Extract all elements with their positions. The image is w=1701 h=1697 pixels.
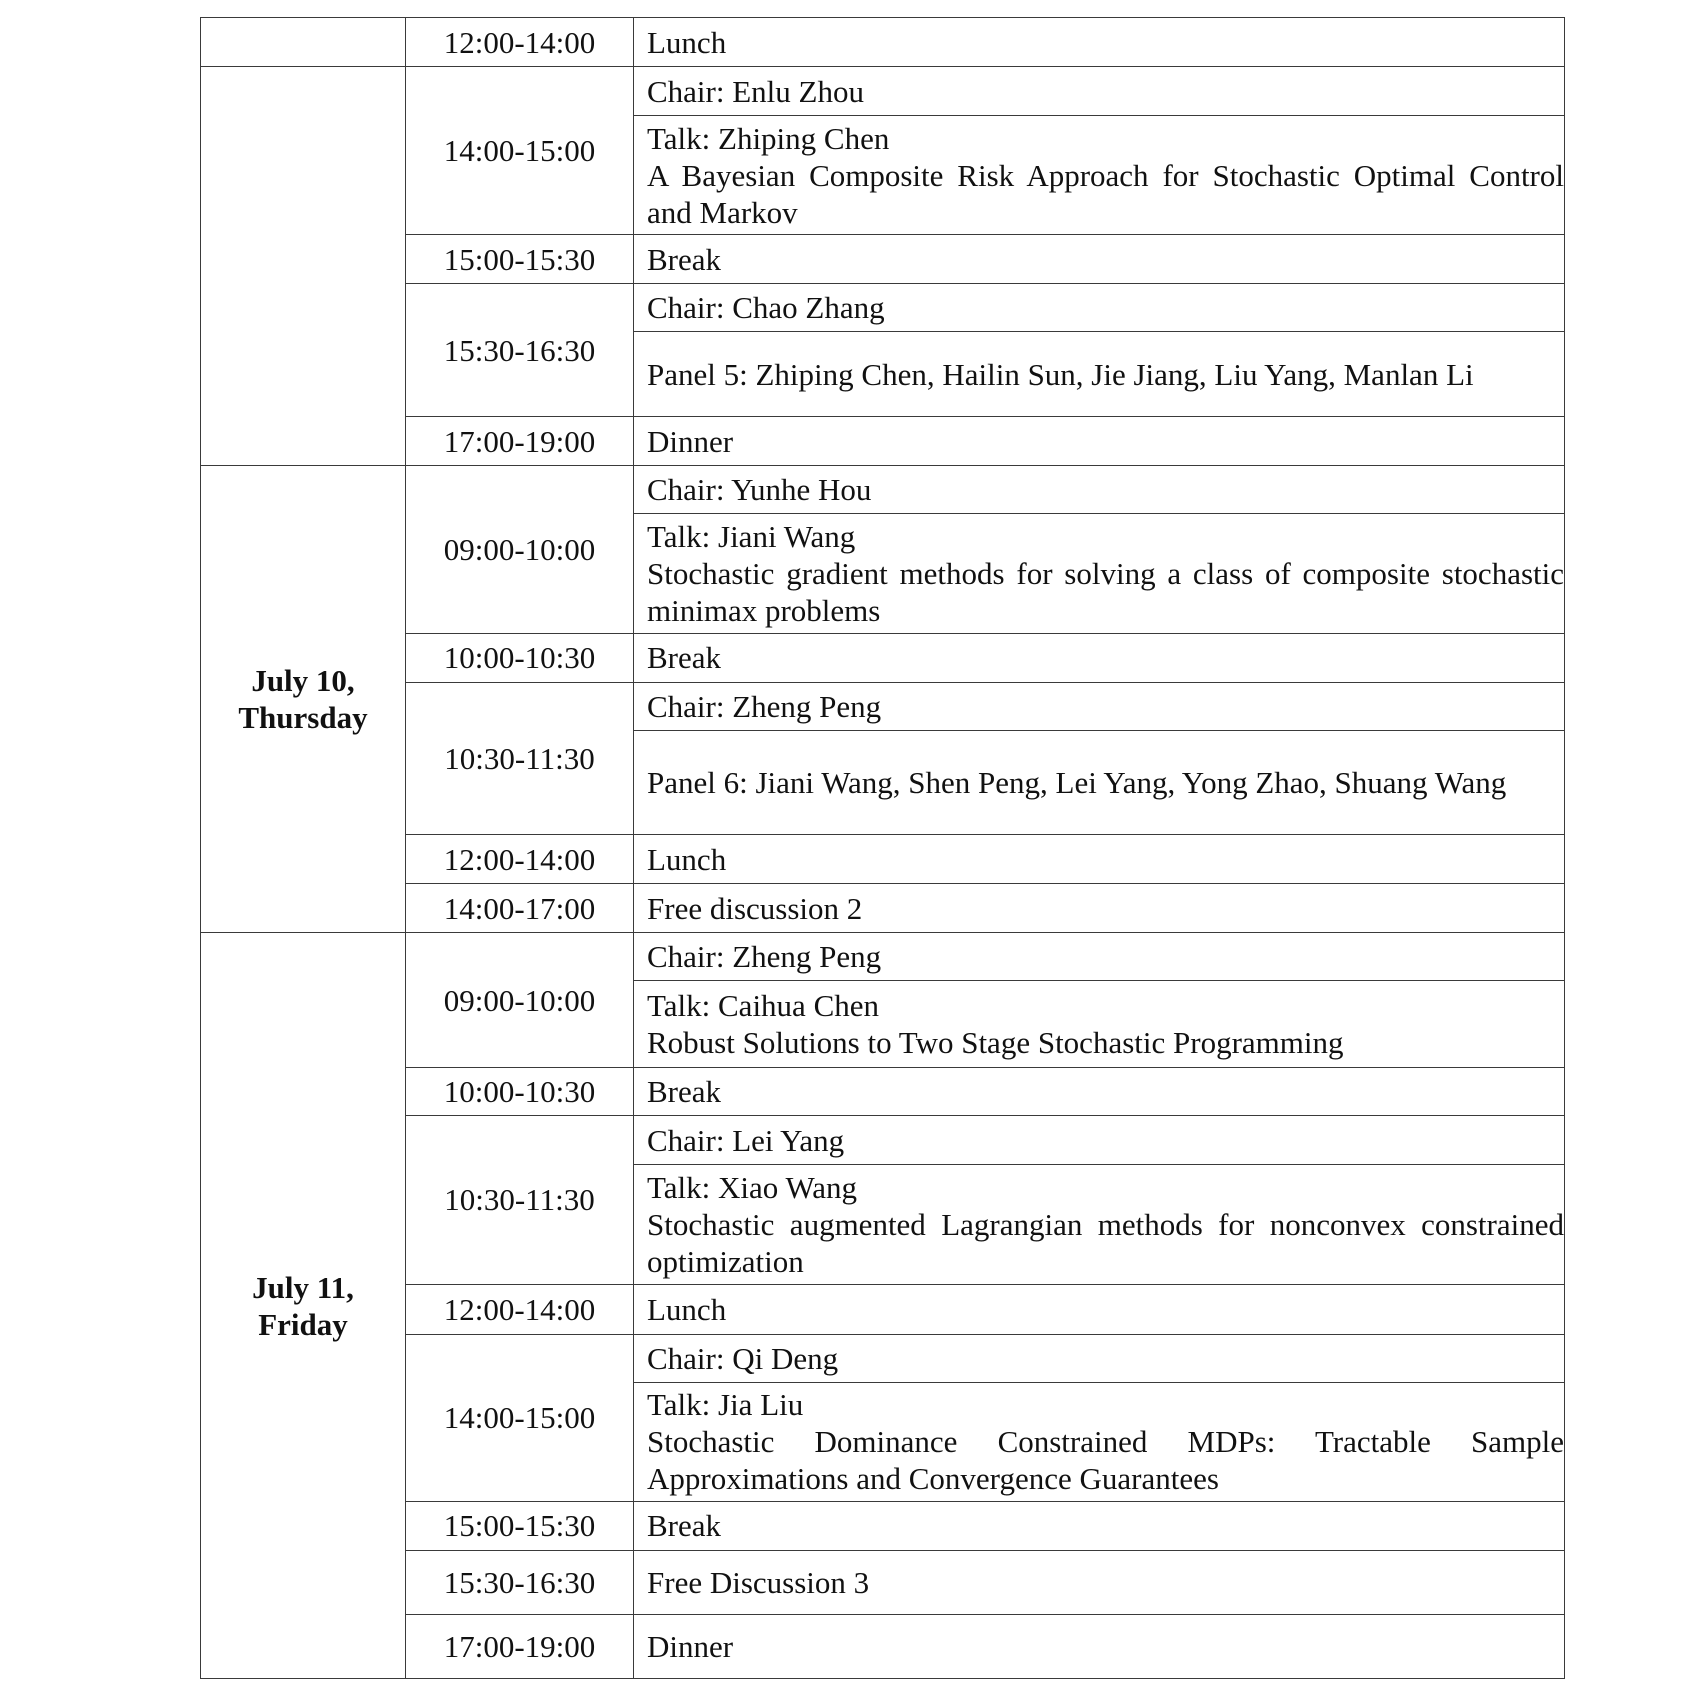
event-cell — [634, 933, 1565, 981]
schedule-row — [201, 466, 1565, 514]
event-cell — [634, 1116, 1565, 1165]
schedule-body — [201, 18, 1565, 1679]
event-cell — [634, 18, 1565, 67]
event-cell — [634, 1165, 1565, 1284]
talk-speaker: Talk: Caihua Chen — [647, 988, 880, 1024]
time-slot: 14:00-15:00 — [406, 1334, 634, 1501]
day-cell — [201, 933, 406, 1679]
talk-speaker: Talk: Jiani Wang — [647, 519, 856, 555]
event-label: Chair: Lei Yang — [647, 1122, 845, 1158]
event-label: Chair: Qi Deng — [647, 1340, 839, 1376]
event-cell — [634, 417, 1565, 466]
event-cell — [634, 466, 1565, 514]
event-label: Dinner — [647, 423, 734, 459]
event-label: Lunch — [647, 1291, 727, 1327]
day-label: Thursday — [238, 700, 368, 736]
event-cell — [634, 981, 1565, 1068]
schedule-row — [201, 682, 1565, 730]
time-slot: 12:00-14:00 — [406, 1284, 634, 1334]
schedule-row — [201, 1614, 1565, 1678]
event-label: Break — [647, 1508, 722, 1544]
event-label: Break — [647, 640, 722, 676]
event-cell — [634, 1334, 1565, 1382]
event-label: Break — [647, 1074, 722, 1110]
event-cell — [634, 1501, 1565, 1550]
schedule-row — [201, 884, 1565, 933]
schedule-table — [200, 17, 1565, 1679]
schedule-row — [201, 933, 1565, 981]
event-cell — [634, 1550, 1565, 1614]
event-cell — [634, 884, 1565, 933]
event-cell — [634, 235, 1565, 284]
event-cell — [634, 835, 1565, 884]
day-label: July 10, — [251, 663, 355, 699]
event-cell — [634, 514, 1565, 633]
schedule-row — [201, 1334, 1565, 1382]
talk-title: Stochastic gradient methods for solving a class of composite stochastic minimax problems — [647, 556, 1564, 629]
schedule-row — [201, 235, 1565, 284]
event-label: Dinner — [647, 1628, 734, 1664]
day-label: Friday — [258, 1306, 348, 1342]
schedule-row — [201, 835, 1565, 884]
event-cell — [634, 682, 1565, 730]
event-cell — [634, 633, 1565, 682]
event-cell — [634, 284, 1565, 332]
talk-speaker: Talk: Jia Liu — [647, 1387, 804, 1423]
time-slot: 10:30-11:30 — [406, 682, 634, 834]
time-slot: 10:30-11:30 — [406, 1116, 634, 1284]
time-slot: 17:00-19:00 — [406, 1614, 634, 1678]
event-label: Free discussion 2 — [647, 890, 863, 926]
schedule-row — [201, 1116, 1565, 1165]
schedule-row — [201, 284, 1565, 332]
event-label: Chair: Zheng Peng — [647, 939, 882, 975]
time-slot: 14:00-17:00 — [406, 884, 634, 933]
time-slot: 17:00-19:00 — [406, 417, 634, 466]
talk-speaker: Talk: Xiao Wang — [647, 1169, 857, 1205]
event-label: Lunch — [647, 24, 727, 60]
event-label: Chair: Enlu Zhou — [647, 73, 864, 109]
schedule-row — [201, 1284, 1565, 1334]
event-cell — [634, 67, 1565, 116]
event-cell — [634, 1382, 1565, 1501]
time-slot: 10:00-10:30 — [406, 1068, 634, 1116]
talk-title: A Bayesian Composite Risk Approach for Stochastic Optimal Control and Markov — [647, 157, 1564, 230]
day-cell — [201, 466, 406, 933]
event-cell — [634, 332, 1565, 417]
day-cell — [201, 67, 406, 466]
event-label: Break — [647, 241, 722, 277]
event-label: Lunch — [647, 841, 727, 877]
event-label: Chair: Zheng Peng — [647, 688, 882, 724]
time-slot: 12:00-14:00 — [406, 835, 634, 884]
panel-members: Panel 6: Jiani Wang, Shen Peng, Lei Yang, Yong Zhao, Shuang Wang — [647, 764, 1507, 800]
time-slot: 15:00-15:30 — [406, 235, 634, 284]
time-slot: 12:00-14:00 — [406, 18, 634, 67]
time-slot: 10:00-10:30 — [406, 633, 634, 682]
event-cell — [634, 116, 1565, 235]
schedule-row — [201, 1068, 1565, 1116]
schedule-row — [201, 18, 1565, 67]
event-label: Chair: Chao Zhang — [647, 290, 885, 326]
schedule-row — [201, 1550, 1565, 1614]
schedule-row — [201, 1501, 1565, 1550]
talk-title: Stochastic augmented Lagrangian methods for nonconvex constrained optimization — [647, 1206, 1564, 1279]
event-cell — [634, 1614, 1565, 1678]
talk-title: Stochastic Dominance Constrained MDPs: Tractable Sample Approximations and Convergence Guarantees — [647, 1424, 1564, 1497]
time-slot: 14:00-15:00 — [406, 67, 634, 235]
event-cell — [634, 730, 1565, 834]
schedule-row — [201, 633, 1565, 682]
time-slot: 15:00-15:30 — [406, 1501, 634, 1550]
event-label: Free Discussion 3 — [647, 1564, 870, 1600]
event-label: Chair: Yunhe Hou — [647, 472, 872, 508]
day-cell — [201, 18, 406, 67]
schedule-row — [201, 417, 1565, 466]
talk-title: Robust Solutions to Two Stage Stochastic Programming — [647, 1025, 1344, 1061]
time-slot: 15:30-16:30 — [406, 284, 634, 417]
event-cell — [634, 1068, 1565, 1116]
event-cell — [634, 1284, 1565, 1334]
time-slot: 15:30-16:30 — [406, 1550, 634, 1614]
panel-members: Panel 5: Zhiping Chen, Hailin Sun, Jie Jiang, Liu Yang, Manlan Li — [647, 356, 1474, 392]
day-label: July 11, — [252, 1269, 354, 1305]
time-slot: 09:00-10:00 — [406, 933, 634, 1068]
schedule-row — [201, 67, 1565, 116]
talk-speaker: Talk: Zhiping Chen — [647, 120, 890, 156]
time-slot: 09:00-10:00 — [406, 466, 634, 633]
